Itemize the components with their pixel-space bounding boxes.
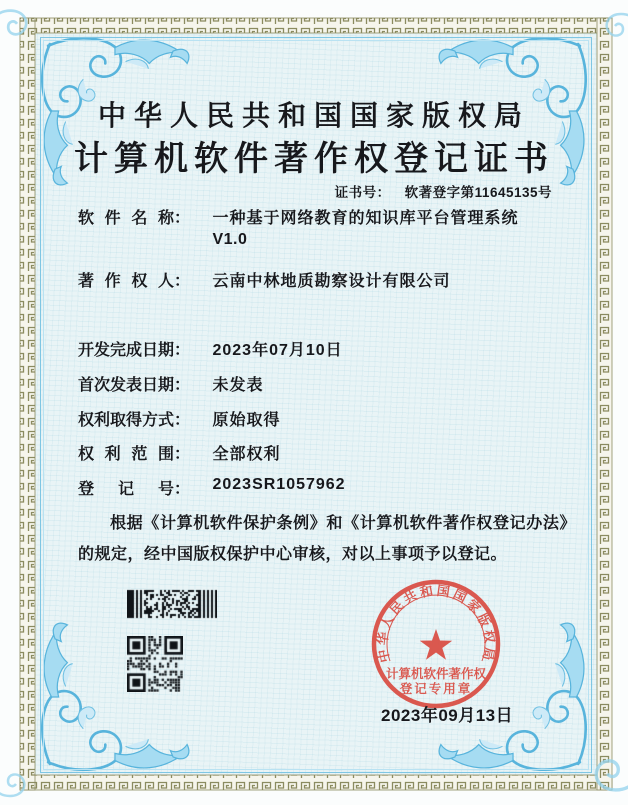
field-row-dev-complete-date xyxy=(78,337,343,360)
field-label: 权利取得方式 xyxy=(78,412,175,429)
qr-code xyxy=(127,636,183,692)
issue-date: 2023年09月13日 xyxy=(381,706,514,725)
field-row-rights-acquisition xyxy=(78,407,280,430)
software-name-line1: 一种基于网络教育的知识库平台管理系统 xyxy=(212,210,519,227)
official-seal-stamp xyxy=(356,564,516,724)
field-label: 首次发表日期 xyxy=(78,377,175,394)
field-label: 软 件 名 称 xyxy=(78,210,174,227)
seal-ring-text: 中华人民共和国国家版权局 xyxy=(374,582,498,664)
software-version: V1.0 xyxy=(212,231,248,248)
certificate-number-line xyxy=(335,181,552,201)
certificate-number-value: 软著登字第11645135号 xyxy=(404,185,552,200)
issuing-authority-title: 中华人民共和国国家版权局 xyxy=(97,101,530,132)
field-row-software-name xyxy=(78,205,518,249)
field-colon: ： xyxy=(174,446,191,463)
barcode xyxy=(127,589,217,619)
field-value: 2023SR1057962 xyxy=(212,476,346,493)
field-value: 未发表 xyxy=(212,377,264,394)
certificate-number-label: 证书号： xyxy=(334,185,391,200)
field-label: 登 记 号 xyxy=(78,481,174,498)
field-label: 著 作 权 人 xyxy=(78,273,174,290)
field-label: 开发完成日期 xyxy=(78,342,175,359)
seal-star-icon xyxy=(420,629,452,660)
field-row-first-publish-date xyxy=(78,372,263,395)
field-colon: ： xyxy=(174,412,191,429)
field-label: 权 利 范 围 xyxy=(78,446,174,463)
field-value: 原始取得 xyxy=(212,412,281,429)
field-colon: ： xyxy=(174,377,191,394)
certificate-title: 计算机软件著作权登记证书 xyxy=(74,141,554,178)
field-colon: ： xyxy=(174,210,191,227)
field-row-rights-scope xyxy=(78,441,280,464)
field-value xyxy=(212,205,518,249)
field-colon: ： xyxy=(174,273,191,290)
field-colon: ： xyxy=(174,342,191,359)
seal-text-line1: 计算机软件著作权 xyxy=(385,667,487,681)
field-value: 全部权利 xyxy=(212,446,281,463)
registration-statement: 根据《计算机软件保护条例》和《计算机软件著作权登记办法》的规定，经中国版权保护中心审核，对以上事项予以登记。 xyxy=(78,515,568,563)
field-row-copyright-owner xyxy=(78,268,450,291)
field-value: 云南中林地质勘察设计有限公司 xyxy=(212,273,451,290)
field-row-registration-number xyxy=(78,476,346,499)
field-value: 2023年07月10日 xyxy=(212,342,343,359)
seal-text-line2: 登记专用章 xyxy=(399,682,473,696)
field-colon: ： xyxy=(174,481,191,498)
